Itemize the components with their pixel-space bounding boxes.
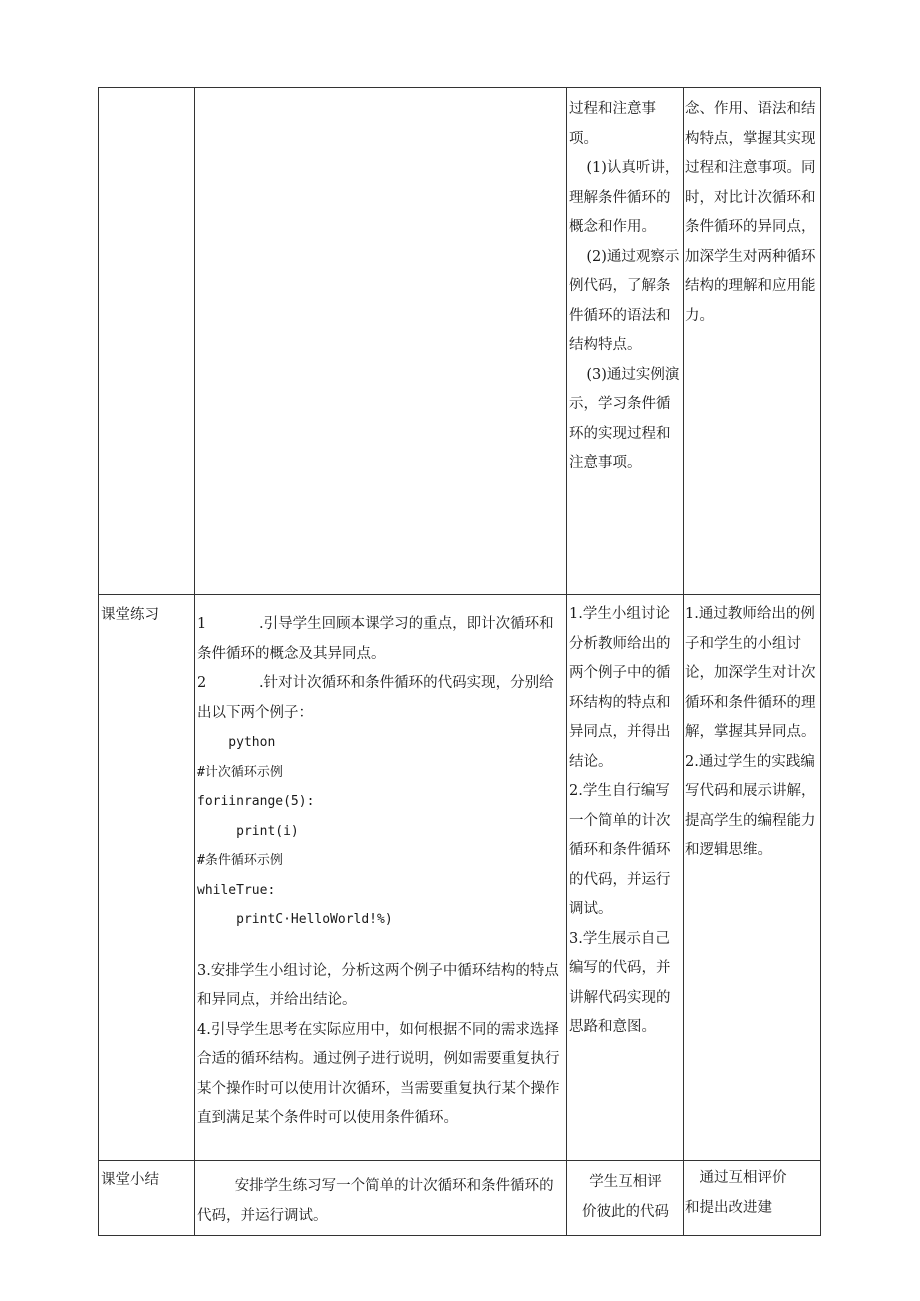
row2-item3: 3.安排学生小组讨论，分析这两个例子中循环结构的特点和异同点，并给出结论。: [197, 962, 559, 1008]
row2-col4-item2: 2.通过学生的实践编写代码和展示讲解，提高学生的编程能力和逻辑思维。: [685, 753, 816, 858]
row2-col3-item1: 1.学生小组讨论分析教师给出的两个例子中的循环结构的特点和异同点，并得出结论。: [569, 606, 671, 770]
row3-label: 课堂小结: [101, 1172, 159, 1188]
row3-student-activity: [569, 1168, 682, 1227]
code-line-3: foriinrange(5):: [197, 794, 315, 809]
code-line-2: #计次循环示例: [197, 764, 283, 780]
row1-col3-item2: (2)通过观察示例代码，了解条件循环的语法和结构特点。: [569, 248, 680, 353]
row3-col3-line1: 学生互相评: [589, 1174, 662, 1190]
code-line-6: whileTrue:: [197, 882, 276, 898]
row2-col3-item3: 3.学生展示自己编写的代码，并讲解代码实现的思路和意图。: [569, 930, 671, 1035]
row2-item1-num: 1: [197, 616, 207, 632]
row2-col4-item1: 1.通过教师给出的例子和学生的小组讨论，加深学生对计次循环和条件循环的理解，掌握其异同点。: [685, 606, 816, 740]
col-divider-2: [566, 87, 567, 1236]
row2-teacher-activity: [197, 610, 565, 1134]
row3-design-intent: [685, 1164, 819, 1223]
row3-col4-line1: 通过互相评价: [699, 1170, 787, 1186]
row1-col3-item1: (1)认真听讲，理解条件循环的概念和作用。: [569, 160, 680, 235]
col-divider-1: [194, 87, 195, 1236]
row2-col3-item2: 2.学生自行编写一个简单的计次循环和条件循环的代码，并运行调试。: [569, 783, 671, 917]
row1-student-activity: [569, 95, 681, 479]
row2-label: 课堂练习: [101, 607, 159, 623]
row2-item2: [197, 669, 565, 728]
row2-item2-text: .针对计次循环和条件循环的代码实现，分别给出以下两个例子：: [197, 675, 554, 721]
col-divider-3: [683, 87, 684, 1236]
row2-item1-text: .引导学生回顾本课学习的重点，即计次循环和条件循环的概念及其异同点。: [197, 616, 554, 662]
row3-col2-text: 安排学生练习写一个简单的计次循环和条件循环的代码，并运行调试。: [197, 1178, 554, 1224]
code-line-7: printC·HelloWorld!%): [197, 912, 393, 927]
row1-col3-item3: (3)通过实例演示，学习条件循环的实现过程和注意事项。: [569, 366, 680, 471]
table-bottom-border: [98, 1235, 821, 1236]
row2-student-activity: [569, 600, 682, 1043]
row1-col3-line0: 过程和注意事项。: [569, 101, 656, 147]
code-line-4: print(i): [197, 823, 299, 839]
row1-design-intent: [685, 95, 819, 331]
row3-col4-line2: 和提出改进建: [685, 1199, 772, 1216]
table-left-border: [98, 87, 99, 1236]
row1-col4-text: 念、作用、语法和结构特点，掌握其实现过程和注意事项。同时，对比计次循环和条件循环的异同点，加深学生对两种循环结构的理解和应用能力。: [685, 101, 816, 324]
code-line-5: #条件循环示例: [197, 853, 283, 868]
row2-design-intent: [685, 600, 819, 866]
row2-item4: 4.引导学生思考在实际应用中，如何根据不同的需求选择合适的循环结构。通过例子进行说明，例如需要重复执行某个操作时可以使用计次循环，当需要重复执行某个操作直到满足某个条件时可以使用条件循环。: [197, 1021, 560, 1126]
row-divider-1: [98, 594, 821, 595]
table-right-border: [820, 87, 821, 1236]
row3-col3-line2: 价彼此的代码: [582, 1203, 669, 1220]
row2-item1: [197, 610, 565, 669]
row2-item2-num: 2: [197, 675, 207, 691]
row3-teacher-activity: [197, 1172, 565, 1231]
table-top-border: [98, 87, 821, 88]
code-line-1: python: [197, 735, 276, 750]
row-divider-2: [98, 1160, 821, 1161]
